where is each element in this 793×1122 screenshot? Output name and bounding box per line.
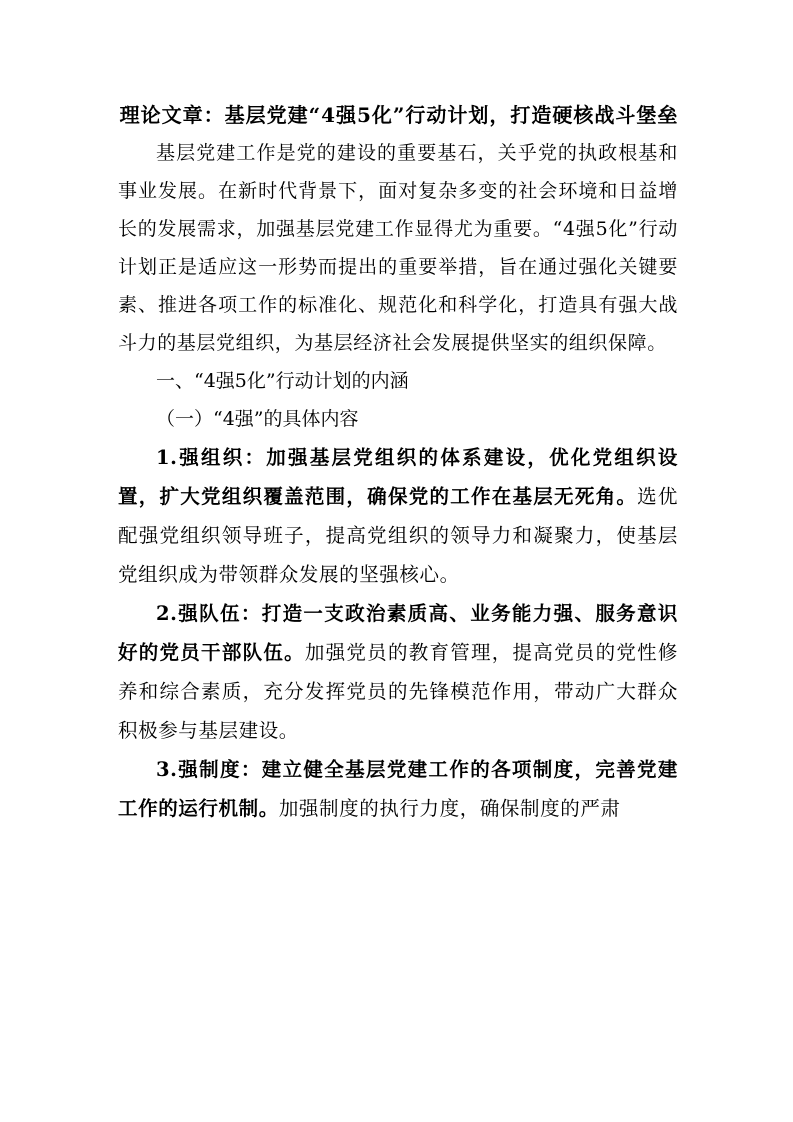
list-item-body: 加强制度的执行力度，确保制度的严肃 <box>278 797 621 820</box>
list-item-lead: 2.强队伍：打造一支政治素质高、业务能力强、服务意识好的党员干部队伍。 <box>118 602 678 664</box>
list-item <box>118 750 678 828</box>
list-item-lead: 3.强制度：建立健全基层党建工作的各项制度，完善党建工作的运行机制。 <box>118 758 678 820</box>
document-title: 理论文章：基层党建“4强5化”行动计划，打造硬核战斗堡垒 <box>119 103 679 127</box>
list-item <box>118 594 678 750</box>
subsection-heading: （一）“4强”的具体内容 <box>156 408 359 430</box>
section-heading: 一、“4强5化”行动计划的内涵 <box>156 370 409 392</box>
list-item-lead: 1.强组织：加强基层党组织的体系建设，优化党组织设置，扩大党组织覆盖范围，确保党的工作在基层无死角。 <box>118 446 678 508</box>
list-item-body: 加强党员的教育管理，提高党员的党性修养和综合素质，充分发挥党员的先锋模范作用，带动广大群众积极参与基层建设。 <box>118 641 678 742</box>
list-item-body: 选优配强党组织领导班子，提高党组织的领导力和凝聚力，使基层党组织成为带领群众发展的坚强核心。 <box>118 485 678 586</box>
list-item <box>118 438 678 594</box>
intro-paragraph: 基层党建工作是党的建设的重要基石，关乎党的执政根基和事业发展。在新时代背景下，面对复杂多变的社会环境和日益增长的发展需求，加强基层党建工作显得尤为重要。“4强5化”行动计划正是适应这一形势而提出的重要举措，旨在通过强化关键要素、推进各项工作的标准化、规范化和科学化，打造具有强大战斗力的基层党组织，为基层经济社会发展提供坚实的组织保障。 <box>118 142 678 354</box>
document-page <box>118 96 678 828</box>
